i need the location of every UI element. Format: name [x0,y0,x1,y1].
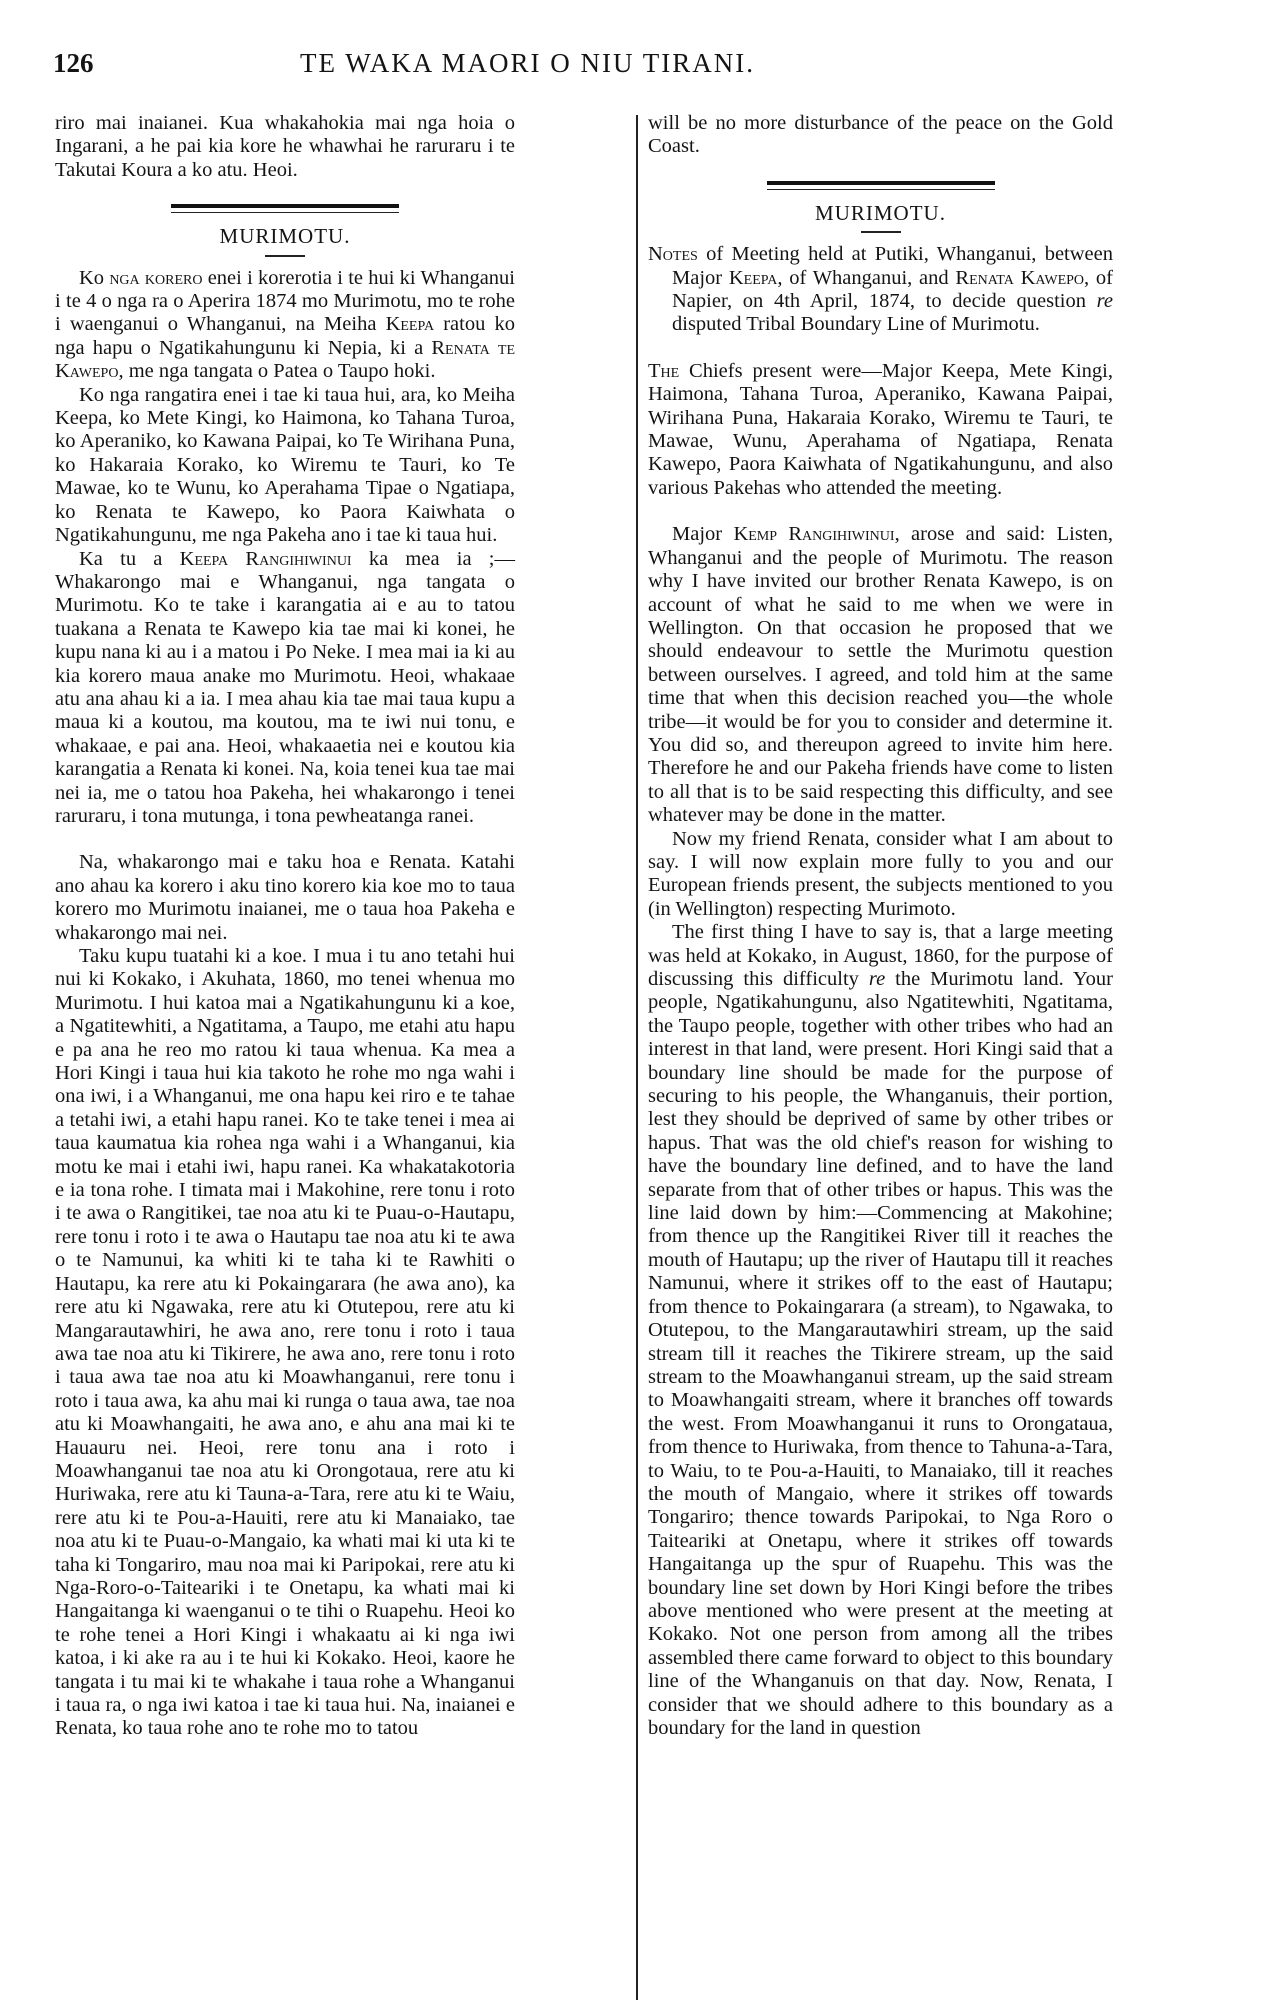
page-number: 126 [53,48,94,78]
short-rule [265,255,305,257]
left-column [55,112,515,1741]
chiefs-paragraph: The Chiefs present were—Major Keepa, Mete Kingi, Haimona, Tahana Turoa, Aperaniko, Kawana Paipai, Wirihana Puna, Hakaraia Korako, Wiremu te Tauri, te Mawae, Wunu, Aperahama of Ngatiapa, Renata Kawepo, Paora Kaiwhata of Ngatikahungunu, and also various Pakehas who attended the meeting. [648,359,1113,499]
speech-paragraph: Major Kemp Rangihiwinui, arose and said: Listen, Whanganui and the people of Murimotu. The reason why I have invited our brother Renata Kawepo, is on account of what he said to me when we were in Wellington. On that occasion he proposed that we should endeavour to settle the Murimotu question between ourselves. I agreed, and told him at the same time that when this decision reached you—the whole tribe—it would be for you to consider and determine it. You did so, and thereupon agreed to invite him here. Therefore he and our Pakeha friends have come to listen to all that is to be said respecting this difficulty, and see whatever may be done in the matter. [648,523,1113,827]
speech-paragraph: Ka tu a Keepa Rangihiwinui ka mea ia ;—Whakarongo mai e Whanganui, nga tangata o Murimotu. Ko te take i karangatia ai e au to tatou tuakana a Renata te Kawepo kia tae mai ki konei, he kupu nana ki au i a matou i Po Neke. I mea mai ia ki au kia korero maua anake mo Murimotu. Heoi, whakaae atu ana ahau ki a ia. I mea ahau kia tae mai taua kupu a maua ki a koutou, ma koutou, ma te iwi nui tonu, e whakaae, e pai ana. Heoi, whakaaetia nei e koutou kia karangatia a Renata ki konei. Na, koia tenei kua tae mai nei ia, me o tatou hoa Pakeha, hei whakarongo i tenei raruraru, i tona mutunga, i tona pewheatanga ranei. [55,547,515,827]
body-paragraph: Now my friend Renata, consider what I am about to say. I will now explain more fully to you and our European friends present, the subjects mentioned to you (in Wellington) respecting Murimoto. [648,827,1113,920]
boundary-paragraph: Taku kupu tuatahi ki a koe. I mua i tu ano tetahi hui nui ki Kokako, i Akuhata, 1860, mo tenei whenua mo Murimotu. I hui katoa mai a Ngatikahungunu ki a koe, a Ngatitewhiti, a Ngatitama, a Taupo, me etahi atu hapu e pa ana he reo mo ratou ki taua whenua. Ka mea a Hori Kingi i taua hui kia takoto he rohe mo nga wahi i ona iwi, i a Whanganui, me ona hapu kei riro e te tahae a tetahi iwi, a etahi hapu ranei. Ko te take tenei i mea ai taua kaumatua kia rohea nga wahi i a Whanganui, kia motu ke mai i etahi iwi, hapu ranei. Ka whakatakotoria e ia tona rohe. I timata mai i Makohine, rere tonu i roto i te awa o Rangitikei, tae noa atu ki te Puau-o-Hautapu, rere tonu i roto i te awa o Hautapu tae noa atu ki te awa o te Namunui, ka whiti ki te taha ki te Rawhiti o Hautapu, ka rere atu ki Pokaingarara (he awa ano), ka rere atu ki Ngawaka, rere atu ki Otutepou, rere atu ki Mangarautawhiri, he awa ano, rere tonu i roto i taua awa tae noa atu ki Tikirere, he awa ano, rere tonu i roto i taua awa tae noa atu ki Moawhanganui, rere tonu i roto i taua awa, ka ahu mai ki runga o taua awa, tae noa atu ki Moawhangaiti, he awa ano, e ahu ana mai ki te Hauauru nei. Heoi, rere tonu ana i roto i Moawhanganui tae noa atu ki Orongotaua, rere atu ki Huriwaka, rere atu ki Tauna-a-Tara, rere atu ki te Waiu, rere atu ki te Pou-a-Hauiti, rere atu ki Manaiako, tae noa atu ki te Puau-o-Mangaio, ka whati mai ki uta ki te taha ki Tongariro, mau noa mai ki Paripokai, rere atu ki Nga-Roro-o-Taiteariki i te Onetapu, ka whati mai ki Hangaitanga ki waenganui o te tihi o Ruapehu. Heoi ko te rohe tenei a Hori Kingi i whakaatu ai ki nga iwi katoa, i ki ake ra au i te hui ki Kokako. Heoi, kaore he tangata i tu mai ki te whakahe i taua rohe a Whanganui i taua ra, o nga iwi katoa i tae ki taua hui. Na, inaianei e Renata, ko taua rohe ano te rohe mo to tatou [55,945,515,1740]
continuation-paragraph: riro mai inaianei. Kua whakahokia mai nga hoia o Ingarani, a he pai kia kore he whawhai he raruraru i te Takutai Koura a ko atu. Heoi. [55,112,515,181]
section-title: MURIMOTU. [815,200,946,225]
section-title: MURIMOTU. [219,224,351,249]
intro-paragraph: Ko nga korero enei i korerotia i te hui ki Whanganui i te 4 o nga ra o Aperira 1874 mo Murimotu, mo te rohe i waenganui o Whanganui, na Meiha Keepa ratou ko nga hapu o Ngatikahungunu ki Nepia, ki a Renata te Kawepo, me nga tangata o Patea o Taupo hoki. [55,266,515,383]
continuation-paragraph: will be no more disturbance of the peace on the Gold Coast. [648,112,1113,158]
chiefs-paragraph: Ko nga rangatira enei i tae ki taua hui, ara, ko Meiha Keepa, ko Mete Kingi, ko Haimona, ko Tahana Turoa, ko Aperaniko, ko Kawana Paipai, ko Te Wirihana Puna, ko Hakaraia Korako, ko Wiremu te Tauri, ko Te Mawae, ko te Wunu, ko Aperahama Tipae o Ngatiapa, ko Renata te Kawepo, ko Paora Kaiwhata o Ngatikahungunu, me nga Pakeha ano i tae ki taua hui. [55,383,515,547]
notes-heading-paragraph: Notes of Meeting held at Putiki, Whanganui, between Major Keepa, of Whanganui, and Renata Kawepo, of Napier, on 4th April, 1874, to decide question re disputed Tribal Boundary Line of Murimotu. [648,243,1113,336]
right-column [648,112,1113,1740]
body-paragraph: Na, whakarongo mai e taku hoa e Renata. Katahi ano ahau ka korero i aku tino korero kia koe mo to taua korero mo Murimotu inaianei, me o taua hoa Pakeha e whakarongo mai nei. [55,851,515,944]
section-separator [171,204,399,213]
boundary-paragraph: The first thing I have to say is, that a large meeting was held at Kokako, in August, 1860, for the purpose of discussing this difficulty re the Murimotu land. Your people, Ngatikahungunu, also Ngatitewhiti, Ngatitama, the Taupo people, together with other tribes who had an interest in that land, were present. Hori Kingi said that a boundary line should be made for the purpose of securing to his people, the Whanganuis, their portion, lest they should be deprived of same by other tribes or hapus. That was the old chief's reason for wishing to have the boundary line defined, and to have the land separate from that of other tribes or hapus. This was the line laid down by him:—Commencing at Makohine; from thence up the Rangitikei River till it reaches the mouth of Hautapu; up the river of Hautapu till it reaches Namunui, where it strikes off to the east of Hautapu; from thence to Pokaingarara (a stream), to Ngawaka, to Otutepou, to the Mangarautawhiri stream, up the said stream till it reaches the Tikirere stream, up the said stream to the Moawhanganui stream, up the said stream to Moawhangaiti stream, where it branches off towards the west. From Moawhanganui it runs to Orongataua, from thence to Huriwaka, from thence to Tahuna-a-Tara, to Waiu, to te Pou-a-Hauiti, to Manaiako, till it reaches the mouth of Mangaio, where it strikes off towards Tongariro; thence towards Paripokai, to Nga Roro o Taiteariki at Onetapu, where it strikes off towards Hangaitanga up the spur of Ruapehu. This was the boundary line set down by Hori Kingi before the tribes above mentioned who were present at the meeting at Kokako. Not one person from among all the tribes assembled there came forward to object to this boundary line of the Whanganuis on that day. Now, Renata, I consider that we should adhere to this boundary as a boundary for the land in question [648,921,1113,1739]
column-divider [636,115,638,2000]
short-rule [861,231,901,233]
running-head: TE WAKA MAORI O NIU TIRANI. [300,48,755,78]
section-separator [767,181,995,190]
